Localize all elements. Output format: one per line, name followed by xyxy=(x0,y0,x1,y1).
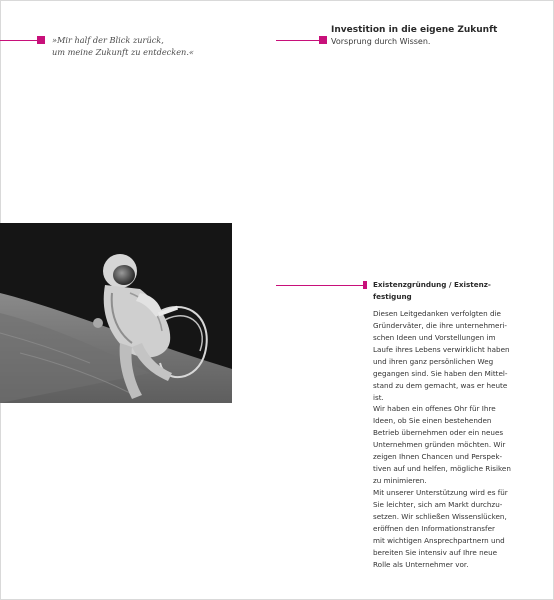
page-subtitle: Vorsprung durch Wissen. xyxy=(331,37,431,46)
page-title: Investition in die eigene Zukunft xyxy=(331,25,498,35)
paragraph-line: setzen. Wir schließen Wissenslücken, xyxy=(373,512,507,521)
paragraph-line: Laufe ihres Lebens verwirklicht haben xyxy=(373,345,510,354)
paragraph-line: Ideen, ob Sie einen bestehenden xyxy=(373,416,492,425)
paragraph-3 xyxy=(373,487,533,571)
accent-rule-right xyxy=(276,40,320,41)
accent-rule-section xyxy=(276,285,364,286)
paragraph-line: zu minimieren. xyxy=(373,476,427,485)
paragraph-line: Rolle als Unternehmer vor. xyxy=(373,560,469,569)
paragraph-1 xyxy=(373,308,533,404)
paragraph-line: bereiten Sie intensiv auf Ihre neue xyxy=(373,548,498,557)
paragraph-line: eröffnen den Informationstransfer xyxy=(373,524,495,533)
paragraph-2 xyxy=(373,403,533,487)
section-heading-line-2: festigung xyxy=(373,292,412,301)
accent-square-section xyxy=(363,281,367,289)
quote-line-2: um meine Zukunft zu entdecken.« xyxy=(52,47,194,57)
paragraph-line: Gründerväter, die ihre unternehmeri- xyxy=(373,321,508,330)
astronaut-photo xyxy=(0,223,232,403)
paragraph-line: Mit unserer Unterstützung wird es für xyxy=(373,488,508,497)
paragraph-line: Sie leichter, sich am Markt durchzu- xyxy=(373,500,503,509)
section-heading xyxy=(373,279,513,303)
paragraph-line: und ihren ganz persönlichen Weg xyxy=(373,357,494,366)
quote xyxy=(52,34,192,58)
paragraph-line: Diesen Leitgedanken verfolgten die xyxy=(373,309,501,318)
accent-rule-left xyxy=(0,40,38,41)
paragraph-line: Wir haben ein offenes Ohr für Ihre xyxy=(373,404,496,413)
paragraph-line: Unternehmen gründen möchten. Wir xyxy=(373,440,506,449)
accent-square-right xyxy=(319,36,327,44)
paragraph-line: gegangen sind. Sie haben den Mittel- xyxy=(373,369,508,378)
paragraph-line: ist. xyxy=(373,393,384,402)
quote-line-1: »Mir half der Blick zurück, xyxy=(52,35,164,45)
paragraph-line: stand zu dem gemacht, was er heute xyxy=(373,381,508,390)
accent-square-left xyxy=(37,36,45,44)
section-heading-line-1: Existenzgründung / Existenz- xyxy=(373,280,491,289)
paragraph-line: zeigen Ihnen Chancen und Perspek- xyxy=(373,452,503,461)
paragraph-line: tiven auf und helfen, mögliche Risiken xyxy=(373,464,511,473)
paragraph-line: mit wichtigen Ansprechpartnern und xyxy=(373,536,505,545)
paragraph-line: Betrieb übernehmen oder ein neues xyxy=(373,428,504,437)
paragraph-line: schen Ideen und Vorstellungen im xyxy=(373,333,496,342)
